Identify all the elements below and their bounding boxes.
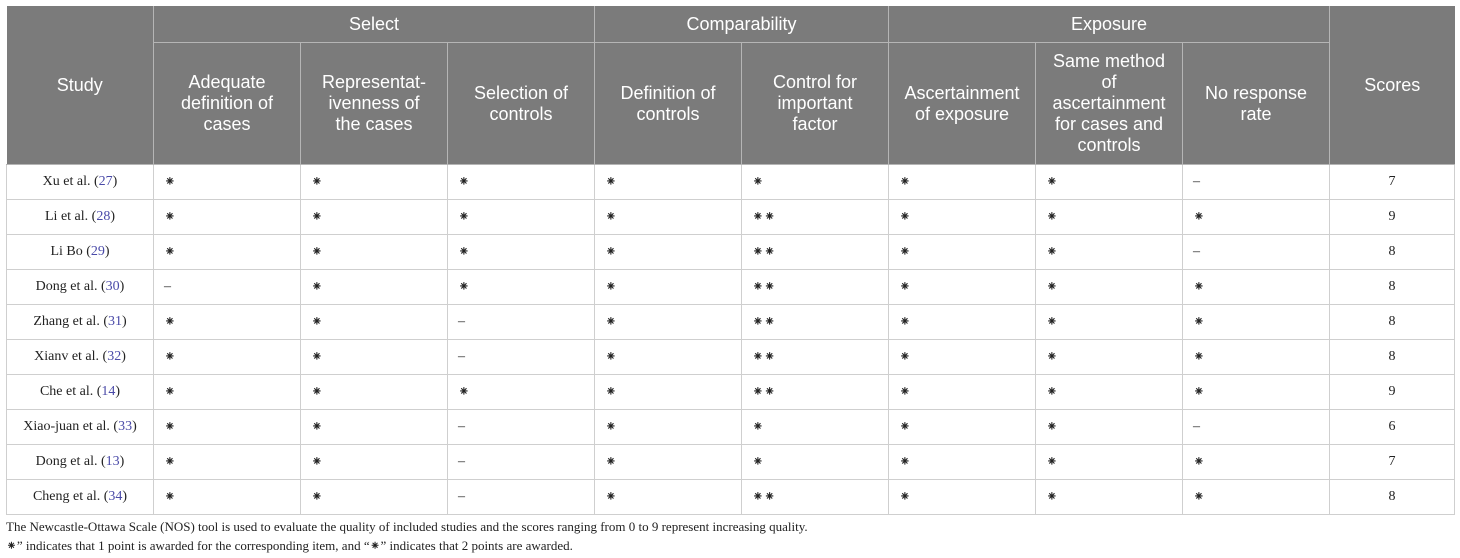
rating-cell: ⁕ xyxy=(301,375,448,410)
table-row xyxy=(7,340,1455,375)
rating-cell: ⁕ xyxy=(301,340,448,375)
study-name-close: ) xyxy=(121,349,126,364)
nos-quality-table xyxy=(6,6,1455,515)
table-row xyxy=(7,200,1455,235)
rating-cell: ⁕ xyxy=(301,480,448,515)
table-row xyxy=(7,270,1455,305)
reference-link[interactable]: 27 xyxy=(98,174,113,189)
rating-cell: – xyxy=(448,445,595,480)
study-name-cell xyxy=(7,340,154,375)
table-row xyxy=(7,410,1455,445)
rating-cell: ⁕ xyxy=(889,445,1036,480)
reference-link[interactable]: 28 xyxy=(96,209,111,224)
header-study: Study xyxy=(7,6,154,165)
header-same-method: Same method of ascertainment for cases and controls xyxy=(1036,43,1183,165)
study-name-close: ) xyxy=(104,244,110,259)
rating-cell: ⁕⁕ xyxy=(742,200,889,235)
table-footnotes xyxy=(6,517,1454,555)
rating-cell: ⁕ xyxy=(742,165,889,200)
reference-link[interactable]: 14 xyxy=(101,384,116,399)
rating-cell: ⁕ xyxy=(1183,340,1330,375)
study-name-cell xyxy=(7,410,154,445)
rating-cell: ⁕ xyxy=(154,375,301,410)
rating-cell: ⁕ xyxy=(889,200,1036,235)
header-selection-of-controls: Selection of controls xyxy=(448,43,595,165)
study-name-cell xyxy=(7,305,154,340)
study-name-close: ) xyxy=(119,279,125,294)
rating-cell: ⁕ xyxy=(1036,410,1183,445)
rating-cell: ⁕ xyxy=(154,200,301,235)
rating-cell: ⁕ xyxy=(154,480,301,515)
study-name-close: ) xyxy=(110,209,115,224)
rating-cell: ⁕ xyxy=(154,235,301,270)
study-name: Zhang et al. ( xyxy=(33,314,108,329)
rating-cell: ⁕ xyxy=(448,200,595,235)
rating-cell: – xyxy=(448,410,595,445)
rating-cell: ⁕ xyxy=(1036,200,1183,235)
rating-cell: ⁕ xyxy=(448,270,595,305)
rating-cell: ⁕ xyxy=(595,480,742,515)
table-row xyxy=(7,375,1455,410)
reference-link[interactable]: 30 xyxy=(105,279,120,294)
rating-cell: ⁕⁕ xyxy=(742,235,889,270)
rating-cell: ⁕ xyxy=(1183,480,1330,515)
rating-cell: ⁕ xyxy=(889,305,1036,340)
rating-cell: ⁕ xyxy=(595,375,742,410)
study-name-cell xyxy=(7,270,154,305)
table-row xyxy=(7,235,1455,270)
study-name: Li et al. ( xyxy=(45,209,97,224)
rating-cell: ⁕⁕ xyxy=(742,375,889,410)
header-group-select: Select xyxy=(154,6,595,43)
reference-link[interactable]: 29 xyxy=(90,244,105,259)
rating-cell: ⁕ xyxy=(301,200,448,235)
rating-cell: ⁕ xyxy=(889,165,1036,200)
rating-cell: ⁕ xyxy=(154,340,301,375)
rating-cell: ⁕ xyxy=(889,480,1036,515)
rating-cell: ⁕ xyxy=(448,165,595,200)
rating-cell: – xyxy=(448,480,595,515)
reference-link[interactable]: 31 xyxy=(107,314,122,329)
rating-cell: ⁕ xyxy=(1183,200,1330,235)
rating-cell: ⁕ xyxy=(1036,445,1183,480)
rating-cell: ⁕ xyxy=(889,340,1036,375)
header-scores: Scores xyxy=(1330,6,1455,165)
footnote-star-legend: ⁕” indicates that 1 point is awarded for the corresponding item, and “⁕” indicates that 2 points are awarded. xyxy=(6,538,573,553)
study-name-cell xyxy=(7,235,154,270)
rating-cell: – xyxy=(1183,165,1330,200)
rating-cell: ⁕⁕ xyxy=(742,480,889,515)
study-name-cell xyxy=(7,480,154,515)
study-name: Xianv et al. ( xyxy=(34,349,108,364)
table-row xyxy=(7,445,1455,480)
score-cell: 6 xyxy=(1330,410,1455,445)
study-name-close: ) xyxy=(132,419,137,434)
rating-cell: ⁕ xyxy=(1183,445,1330,480)
rating-cell: ⁕ xyxy=(154,165,301,200)
rating-cell: ⁕ xyxy=(301,445,448,480)
rating-cell: ⁕ xyxy=(1036,235,1183,270)
rating-cell: ⁕ xyxy=(154,445,301,480)
study-name-cell xyxy=(7,375,154,410)
study-name-close: ) xyxy=(112,174,118,189)
rating-cell: ⁕ xyxy=(889,410,1036,445)
score-cell: 9 xyxy=(1330,200,1455,235)
rating-cell: ⁕ xyxy=(154,410,301,445)
rating-cell: ⁕ xyxy=(595,305,742,340)
study-name-close: ) xyxy=(121,314,127,329)
rating-cell: ⁕ xyxy=(595,270,742,305)
rating-cell: ⁕ xyxy=(1036,270,1183,305)
rating-cell: ⁕ xyxy=(1036,305,1183,340)
reference-link[interactable]: 13 xyxy=(105,454,120,469)
score-cell: 8 xyxy=(1330,305,1455,340)
rating-cell: ⁕ xyxy=(595,340,742,375)
rating-cell: ⁕ xyxy=(1183,375,1330,410)
study-name-close: ) xyxy=(115,384,121,399)
study-name-close: ) xyxy=(119,454,125,469)
rating-cell: ⁕⁕ xyxy=(742,270,889,305)
rating-cell: ⁕ xyxy=(301,165,448,200)
rating-cell: ⁕ xyxy=(595,445,742,480)
rating-cell: ⁕ xyxy=(301,235,448,270)
rating-cell: ⁕ xyxy=(889,235,1036,270)
rating-cell: ⁕⁕ xyxy=(742,305,889,340)
rating-cell: ⁕⁕ xyxy=(742,340,889,375)
header-no-response-rate: No response rate xyxy=(1183,43,1330,165)
rating-cell: ⁕ xyxy=(1036,340,1183,375)
rating-cell: ⁕ xyxy=(301,270,448,305)
header-definition-of-controls: Definition of controls xyxy=(595,43,742,165)
score-cell: 8 xyxy=(1330,235,1455,270)
study-name: Li Bo ( xyxy=(50,244,91,259)
rating-cell: – xyxy=(448,305,595,340)
rating-cell: ⁕ xyxy=(1036,480,1183,515)
study-name: Xiao-juan et al. ( xyxy=(23,419,119,434)
header-adequate-definition: Adequate definition of cases xyxy=(154,43,301,165)
study-name-cell xyxy=(7,445,154,480)
rating-cell: ⁕ xyxy=(595,165,742,200)
rating-cell: ⁕ xyxy=(742,445,889,480)
score-cell: 7 xyxy=(1330,445,1455,480)
table-header xyxy=(7,6,1455,165)
rating-cell: ⁕ xyxy=(1183,270,1330,305)
header-ascertainment-exposure: Ascertainment of exposure xyxy=(889,43,1036,165)
score-cell: 9 xyxy=(1330,375,1455,410)
rating-cell: ⁕ xyxy=(448,235,595,270)
rating-cell: ⁕ xyxy=(154,305,301,340)
rating-cell: ⁕ xyxy=(301,305,448,340)
study-name: Xu et al. ( xyxy=(42,174,99,189)
rating-cell: ⁕ xyxy=(1036,375,1183,410)
rating-cell: ⁕ xyxy=(448,375,595,410)
score-cell: 8 xyxy=(1330,270,1455,305)
score-cell: 7 xyxy=(1330,165,1455,200)
rating-cell: – xyxy=(1183,410,1330,445)
study-name: Che et al. ( xyxy=(39,384,102,399)
nos-table-container xyxy=(6,6,1454,555)
study-name: Cheng et al. ( xyxy=(32,489,109,504)
rating-cell: – xyxy=(448,340,595,375)
rating-cell: ⁕ xyxy=(595,200,742,235)
header-group-exposure: Exposure xyxy=(889,6,1330,43)
score-cell: 8 xyxy=(1330,480,1455,515)
reference-link[interactable]: 34 xyxy=(108,489,123,504)
rating-cell: – xyxy=(1183,235,1330,270)
rating-cell: ⁕ xyxy=(301,410,448,445)
header-representativeness: Representat- ivenness of the cases xyxy=(301,43,448,165)
rating-cell: – xyxy=(154,270,301,305)
score-cell: 8 xyxy=(1330,340,1455,375)
reference-link[interactable]: 33 xyxy=(118,419,133,434)
header-control-important-factor: Control for important factor xyxy=(742,43,889,165)
reference-link[interactable]: 32 xyxy=(107,349,122,364)
table-row xyxy=(7,305,1455,340)
study-name: Dong et al. ( xyxy=(35,454,106,469)
header-group-comparability: Comparability xyxy=(595,6,889,43)
rating-cell: ⁕ xyxy=(889,270,1036,305)
rating-cell: ⁕ xyxy=(595,410,742,445)
rating-cell: ⁕ xyxy=(889,375,1036,410)
study-name-cell xyxy=(7,200,154,235)
rating-cell: ⁕ xyxy=(595,235,742,270)
study-name-cell xyxy=(7,165,154,200)
rating-cell: ⁕ xyxy=(1036,165,1183,200)
rating-cell: ⁕ xyxy=(742,410,889,445)
study-name-close: ) xyxy=(122,489,128,504)
table-body xyxy=(7,165,1455,515)
table-row xyxy=(7,165,1455,200)
table-row xyxy=(7,480,1455,515)
rating-cell: ⁕ xyxy=(1183,305,1330,340)
footnote-nos-description: The Newcastle-Ottawa Scale (NOS) tool is used to evaluate the quality of included studies and the scores ranging from 0 to 9 represent increasing quality. xyxy=(6,519,808,534)
study-name: Dong et al. ( xyxy=(35,279,106,294)
